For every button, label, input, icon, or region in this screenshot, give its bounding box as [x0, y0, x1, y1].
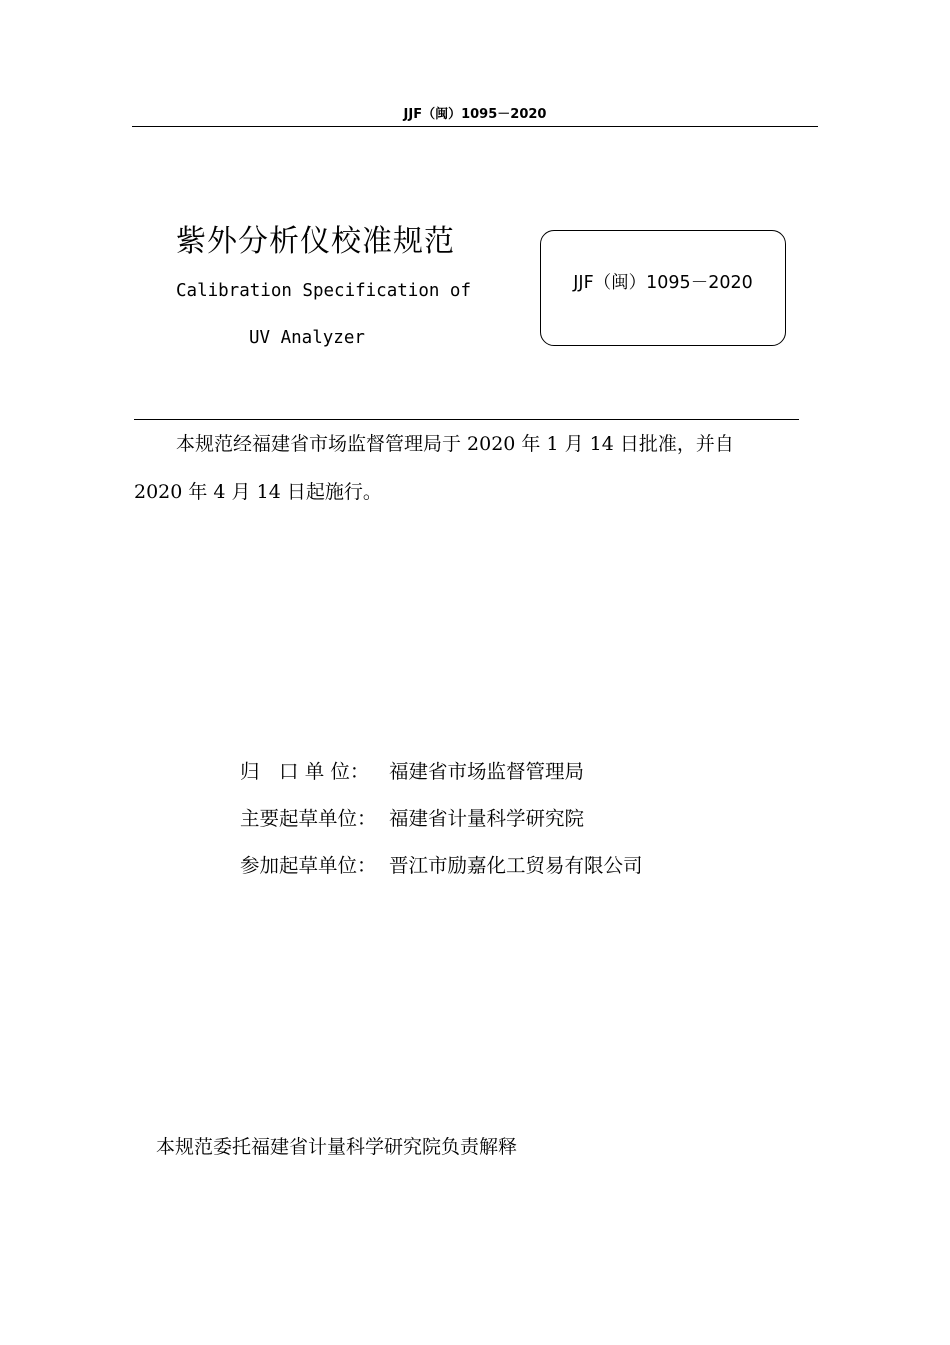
org-label-responsible: 归 口 单 位：: [240, 760, 370, 783]
title-english-line1: Calibration Specification of: [176, 281, 472, 301]
title-chinese: 紫外分析仪校准规范: [176, 224, 455, 259]
approval-text-line2: 2020 年 4 月 14 日起施行。: [134, 481, 382, 503]
org-row-responsible: [240, 758, 584, 786]
org-value-main-drafter: 福建省计量科学研究院: [389, 807, 585, 830]
org-row-participating: [240, 852, 643, 880]
interpretation-note: 本规范委托福建省计量科学研究院负责解释: [156, 1136, 518, 1158]
approval-text-line1: 本规范经福建省市场监督管理局于 2020 年 1 月 14 日批准，并自: [176, 433, 734, 455]
standard-code-box-text: JJF（闽）1095－2020: [573, 273, 753, 293]
org-value-responsible: 福建省市场监督管理局: [389, 760, 585, 783]
org-label-main-drafter: 主要起草单位：: [240, 807, 377, 830]
header-standard-code: JJF（闽）1095－2020: [403, 107, 547, 122]
org-value-participating: 晋江市励嘉化工贸易有限公司: [389, 854, 643, 877]
standard-code-box: [540, 230, 786, 346]
org-row-main-drafter: [240, 805, 584, 833]
title-english-line2: UV Analyzer: [249, 328, 365, 348]
approval-divider: [134, 419, 799, 420]
header-divider: [132, 126, 818, 127]
org-label-participating: 参加起草单位：: [240, 854, 377, 877]
